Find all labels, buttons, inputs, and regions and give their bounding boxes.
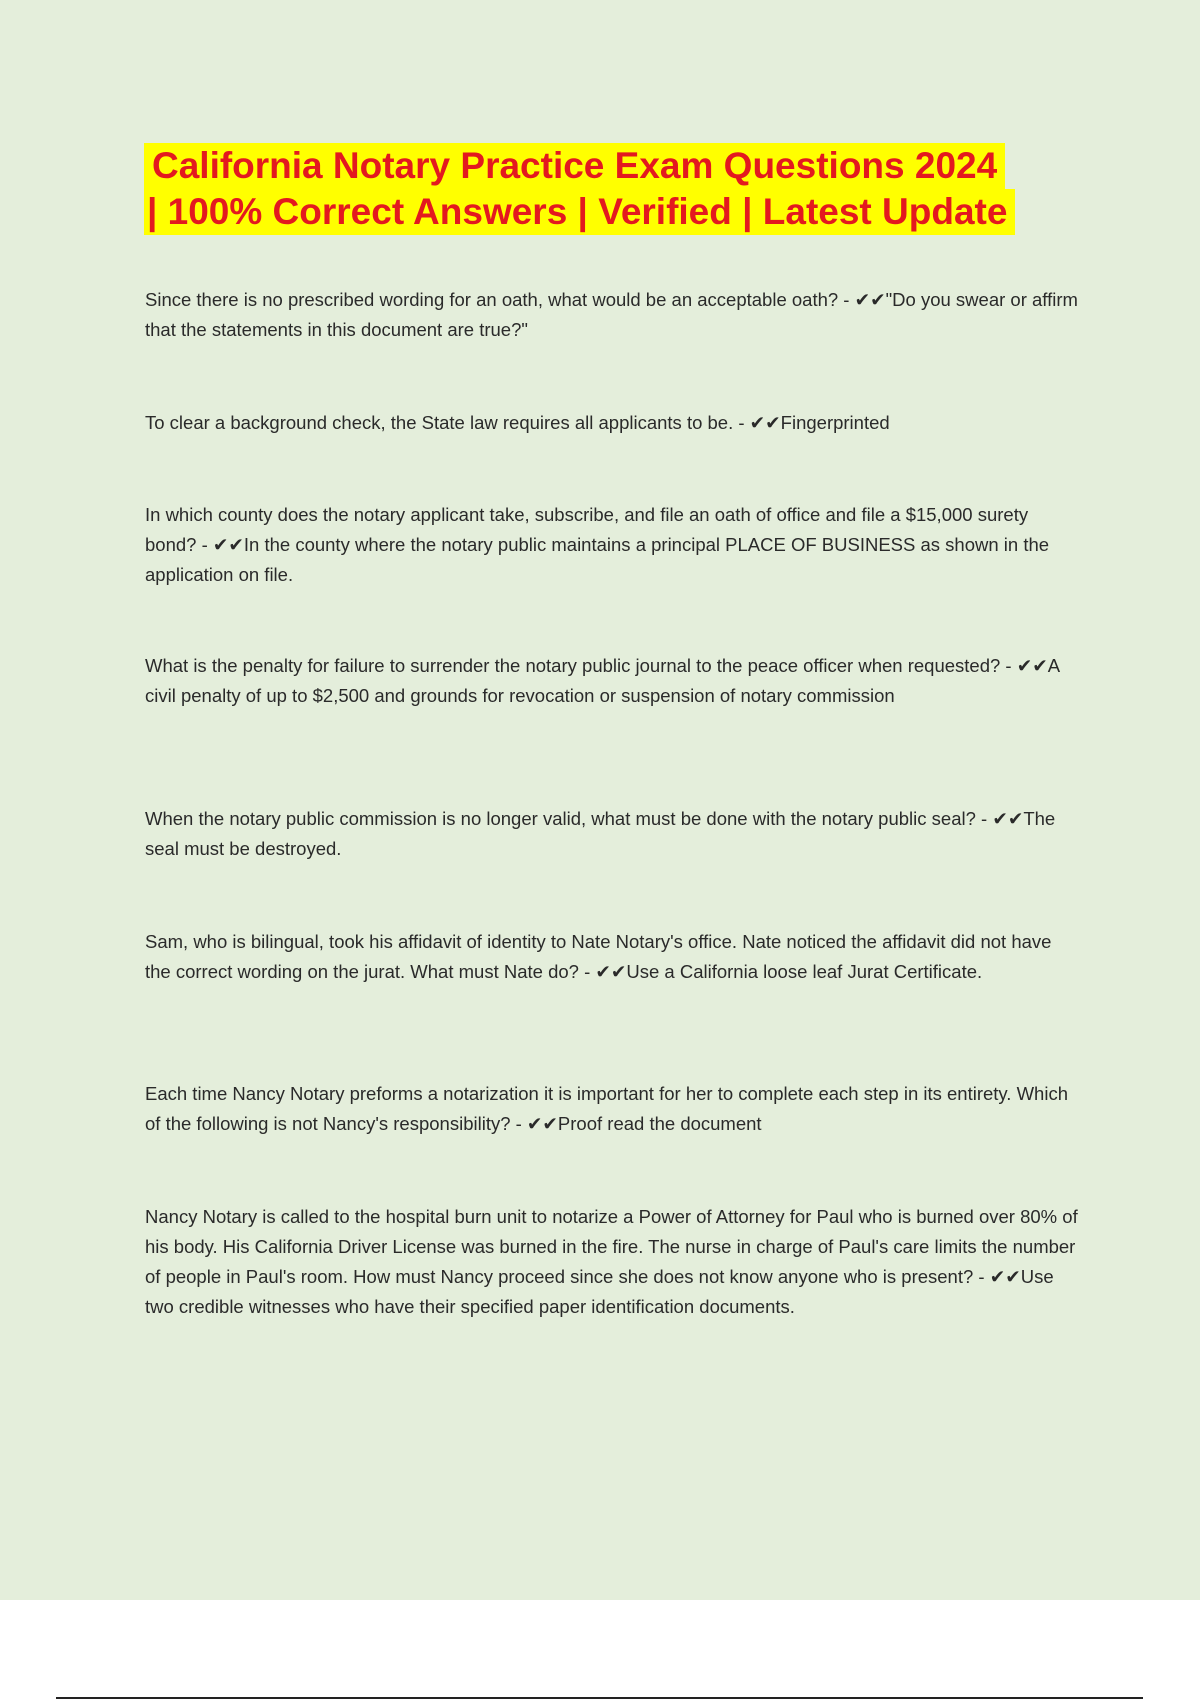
question-answer-item: When the notary public commission is no longer valid, what must be done with the notary public seal? - ✔✔The seal must be destroyed. <box>145 808 1056 859</box>
question-answer-item: Sam, who is bilingual, took his affidavit of identity to Nate Notary's office. Nate noticed the affidavit did not have the correct wording on the jurat. What must Nate do? - ✔✔Use a California loose leaf Jurat Certificate. <box>145 931 1052 982</box>
question-answer-item: Since there is no prescribed wording for an oath, what would be an acceptable oath? - ✔✔"Do you swear or affirm that the statements in this document are true?" <box>145 289 1078 340</box>
question-answer-item: Each time Nancy Notary preforms a notarization it is important for her to complete each step in its entirety. Which of the following is not Nancy's responsibility? - ✔✔Proof read the document <box>145 1083 1068 1134</box>
document-title <box>144 143 1089 235</box>
page-divider <box>56 1697 1143 1699</box>
question-answer-item: Nancy Notary is called to the hospital burn unit to notarize a Power of Attorney for Paul who is burned over 80% of his body. His California Driver License was burned in the fire. The nurse in charge of Paul's care limits the number of people in Paul's room. How must Nancy proceed since she does not know anyone who is present? - ✔✔Use two credible witnesses who have their specified paper identification documents. <box>145 1206 1078 1317</box>
question-answer-item: To clear a background check, the State law requires all applicants to be. - ✔✔Fingerprinted <box>145 412 890 433</box>
question-answer-item: What is the penalty for failure to surrender the notary public journal to the peace officer when requested? - ✔✔A civil penalty of up to $2,500 and grounds for revocation or suspension of notary commission <box>145 655 1060 706</box>
title-line-2: | 100% Correct Answers | Verified | Latest Update <box>144 189 1015 235</box>
question-answer-item: In which county does the notary applicant take, subscribe, and file an oath of office and file a $15,000 surety bond? - ✔✔In the county where the notary public maintains a principal PLACE OF BUSINESS as shown in the application on file. <box>145 504 1050 585</box>
title-line-1: California Notary Practice Exam Questions 2024 <box>144 143 1005 189</box>
